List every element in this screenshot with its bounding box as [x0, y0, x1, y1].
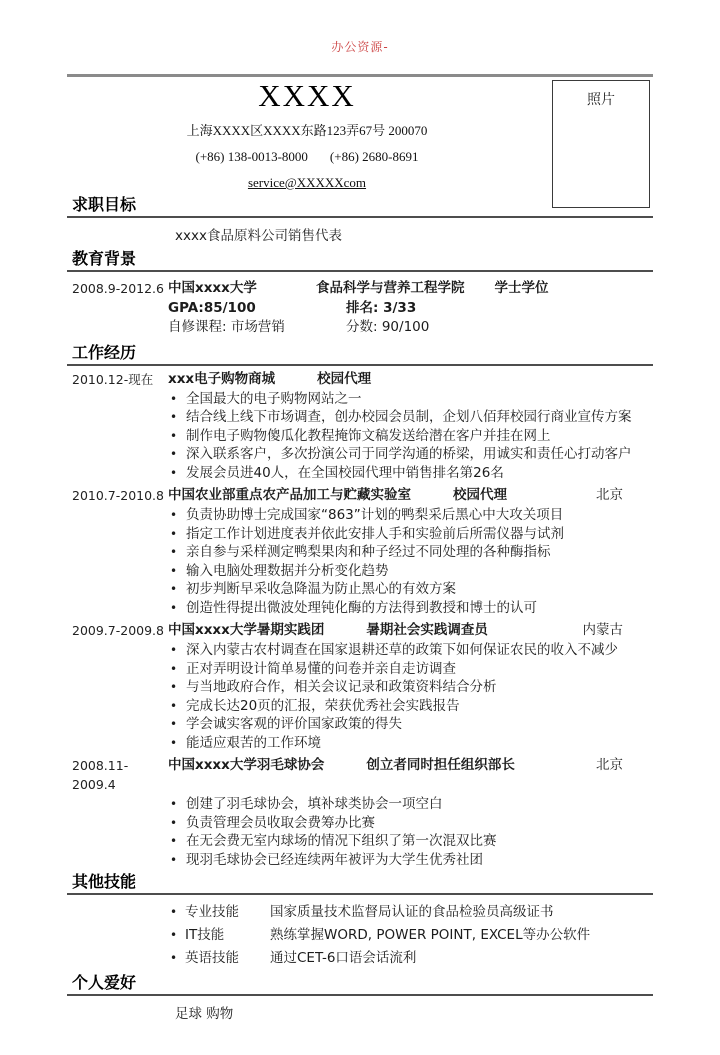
skill-row	[168, 924, 653, 947]
job-bullet: • 制作电子购物傻瓜化教程掩饰文稿发送给潜在客户并挂在网上	[168, 427, 653, 446]
job-bullet: • 创造性得提出微波处理钝化酶的方法得到教授和博士的认可	[168, 599, 653, 618]
education-gpa: GPA:85/100	[168, 299, 256, 316]
hobbies-content: 足球 购物	[175, 1006, 234, 1022]
section-skills-title: 其他技能	[67, 873, 653, 895]
job-bullet: • 现羽毛球协会已经连续两年被评为大学生优秀社团	[168, 851, 653, 870]
section-skills	[67, 873, 653, 970]
phone-secondary: (+86) 2680-8691	[329, 149, 419, 164]
job-bullet: • 与当地政府合作，相关会议记录和政策资料结合分析	[168, 678, 653, 697]
job-bullet: • 学会诚实客观的评价国家政策的得失	[168, 715, 653, 734]
email-link[interactable]: service@XXXXXcom	[247, 175, 367, 190]
job-location: 北京	[596, 487, 623, 503]
skill-label: • IT技能	[185, 927, 225, 943]
watermark-text: 办公资源-	[331, 40, 389, 54]
job-bullet: • 结合线上线下市场调查，创办校园会员制，企划八佰拜校园行商业宣传方案	[168, 408, 653, 427]
skill-label: • 英语技能	[185, 950, 239, 966]
email-line	[72, 174, 542, 191]
section-experience	[67, 344, 653, 870]
job-bullet: • 全国最大的电子购物网站之一	[168, 390, 653, 409]
job-location: 北京	[596, 757, 623, 773]
job-role: 创立者同时担任组织部长	[366, 757, 515, 773]
job-org: xxx电子购物商城	[168, 370, 276, 387]
skill-row	[168, 901, 653, 924]
job-org: 中国xxxx大学羽毛球协会	[168, 757, 325, 773]
education-row	[67, 279, 653, 299]
skill-desc: 熟练掌握WORD, POWER POINT, EXCEL等办公软件	[270, 927, 591, 943]
skill-row	[168, 947, 653, 970]
job-bullet: • 正对弄明设计简单易懂的问卷并亲自走访调查	[168, 660, 653, 679]
address-line: 上海XXXX区XXXX东路123弄67号 200070	[186, 123, 428, 138]
job-header	[67, 756, 653, 794]
job-bullet-list	[168, 641, 653, 752]
section-objective-title: 求职目标	[67, 196, 653, 218]
skills-list	[168, 901, 653, 970]
photo-placeholder	[552, 80, 650, 208]
job-bullet: • 输入电脑处理数据并分析变化趋势	[168, 562, 653, 581]
education-gpa-row	[67, 299, 653, 319]
job-bullet: • 指定工作计划进度表并依此安排人手和实验前后所需仪器与试剂	[168, 525, 653, 544]
job-org: 中国农业部重点农产品加工与贮藏实验室	[168, 487, 411, 503]
section-hobbies	[67, 974, 653, 1023]
job-bullet: • 亲自参与采样测定鸭梨果肉和种子经过不同处理的各种酶指标	[168, 543, 653, 562]
section-education	[67, 250, 653, 338]
phone-primary: (+86) 138-0013-8000	[195, 149, 308, 164]
objective-content: xxxx食品原料公司销售代表	[175, 228, 342, 244]
job-org: 中国xxxx大学暑期实践团	[168, 622, 325, 638]
education-course-row	[67, 318, 653, 338]
education-college: 食品科学与营养工程学院	[316, 280, 465, 296]
job-role: 暑期社会实践调查员	[366, 622, 488, 638]
job-bullet: • 负责管理会员收取会费筹办比赛	[168, 814, 653, 833]
job-bullet: • 完成长达20页的汇报，荣获优秀社会实践报告	[168, 697, 653, 716]
job-period: 2010.12-现在	[72, 371, 154, 387]
top-divider	[67, 74, 653, 77]
job-header	[67, 486, 653, 505]
job-bullet: • 创建了羽毛球协会，填补球类协会一项空白	[168, 795, 653, 814]
education-period: 2008.9-2012.6	[72, 281, 164, 296]
job-period: 2008.11-2009.4	[72, 758, 129, 792]
education-course: 自修课程: 市场营销	[168, 319, 285, 335]
job-location: 内蒙古	[582, 622, 623, 638]
job-bullet: • 初步判断早采收急降温为防止黑心的有效方案	[168, 580, 653, 599]
job-bullet: • 能适应艰苦的工作环境	[168, 734, 653, 753]
job-bullet-list	[168, 390, 653, 483]
job-bullet-list	[168, 795, 653, 869]
skill-label: • 专业技能	[185, 904, 239, 920]
job-bullet-list	[168, 506, 653, 617]
education-score: 分数: 90/100	[346, 319, 430, 335]
job-bullet: • 深入联系客户，多次扮演公司于同学沟通的桥梁，用诚实和责任心打动客户	[168, 445, 653, 464]
phone-line	[72, 148, 542, 165]
job-role: 校园代理	[317, 370, 372, 387]
job-bullet: • 发展会员进40人，在全国校园代理中销售排名第26名	[168, 464, 653, 483]
section-education-title: 教育背景	[67, 250, 653, 272]
section-hobbies-title: 个人爱好	[67, 974, 653, 996]
job-header	[67, 621, 653, 640]
skill-desc: 通过CET-6口语会话流利	[270, 950, 417, 966]
person-name: XXXX	[258, 78, 356, 113]
resume-header	[72, 79, 650, 191]
photo-label: 照片	[587, 92, 615, 108]
job-role: 校园代理	[453, 487, 507, 503]
section-experience-title: 工作经历	[67, 344, 653, 366]
education-degree: 学士学位	[494, 280, 549, 296]
job-bullet: • 深入内蒙古农村调查在国家退耕还草的政策下如何保证农民的收入不减少	[168, 641, 653, 660]
skill-desc: 国家质量技术监督局认证的食品检验员高级证书	[270, 904, 554, 920]
job-bullet: • 负责协助博士完成国家“863”计划的鸭梨采后黑心中大攻关项目	[168, 506, 653, 525]
job-period: 2009.7-2009.8	[72, 623, 164, 638]
job-bullet: • 在无会费无室内球场的情况下组织了第一次混双比赛	[168, 832, 653, 851]
education-rank: 排名: 3/33	[346, 299, 417, 316]
job-header	[67, 370, 653, 389]
education-school: 中国xxxx大学	[168, 280, 257, 296]
job-period: 2010.7-2010.8	[72, 488, 164, 503]
